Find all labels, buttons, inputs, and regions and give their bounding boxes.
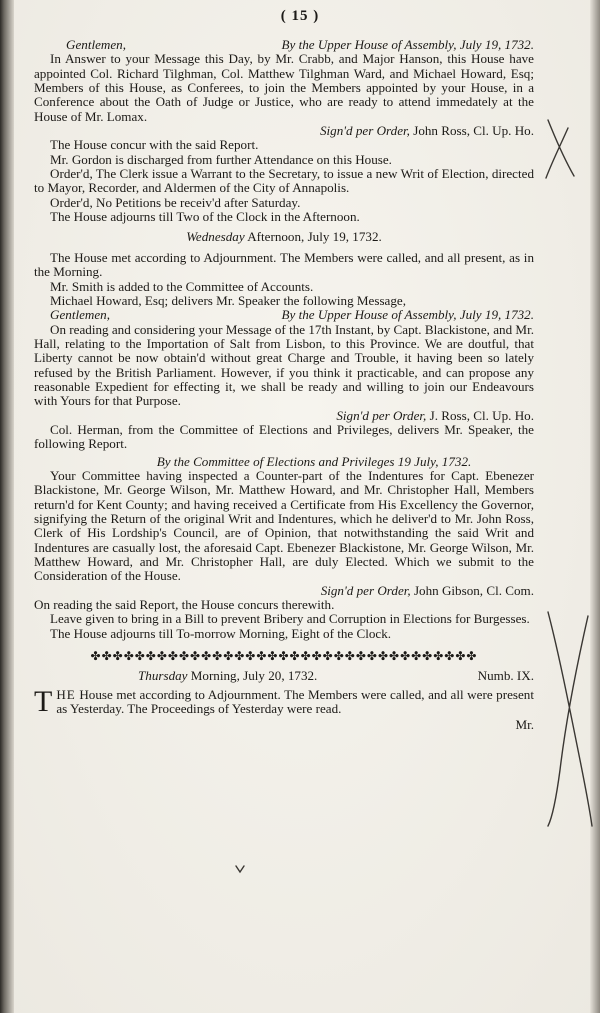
message-heading — [34, 38, 534, 52]
signature-label: Sign'd per Order, — [336, 407, 427, 423]
paragraph: Leave given to bring in a Bill to prevent Bribery and Corruption in Elections for Burgesses. — [50, 611, 530, 627]
session-heading — [34, 230, 534, 244]
signature-line — [34, 124, 534, 138]
paragraph: Mr. Gordon is discharged from further Attendance on this House. — [50, 151, 392, 167]
paragraph: The House concur with the said Report. — [50, 137, 259, 153]
catchword: Mr. — [515, 717, 534, 733]
signature-line — [34, 409, 534, 423]
margin-mark-upper — [546, 120, 574, 178]
session-time: Afternoon, July 19, 1732. — [244, 229, 382, 245]
paragraph: On reading and considering your Message of the 17th Instant, by Capt. Blackistone, and Mr. Hall, relating to the Importation of Salt from Lisbon, to this Province. We are doutful, that Liberty cannot be now obtain'd without great Charge and Trouble, it having been so lately refused by the British Parliament. However, if you think it practicable, and can propose any reasonable Expedient for effecting it, we shall be ready and willing to join our Endeavours with Yours for that Purpose. — [34, 321, 534, 409]
paragraph: The House adjourns till To-morrow Morning, Eight of the Clock. — [50, 625, 392, 641]
signature-label: Sign'd per Order, — [319, 123, 410, 139]
signature-name: John Ross, Cl. Up. Ho. — [413, 123, 534, 139]
session-day: Thursday — [138, 668, 188, 684]
salutation: Gentlemen, — [50, 307, 110, 323]
dropcap-caps: HE — [56, 686, 76, 702]
paragraph: The House met according to Adjournment. The Members were called, and all present, as in the Morning. — [34, 249, 534, 280]
journal-text — [34, 38, 534, 733]
paragraph: The House adjourns till Two of the Clock in the Afternoon. — [50, 209, 360, 225]
message-source: By the Upper House of Assembly, July 19, 1732. — [281, 37, 534, 52]
paragraph: In Answer to your Message this Day, by Mr. Crabb, and Major Hanson, this House have appointed Col. Richard Tilghman, Col. Matthew Tilghman Ward, and Michael Howard, Esq; Members of this House, as Conferees, to join the Members appointed by your House, in a Conference about the Oath of Judge or Justice, who are ready to attend immedately at the House of Mr. Lomax. — [34, 51, 534, 124]
signature-label: Sign'd per Order, — [320, 582, 411, 598]
message-source: By the Upper House of Assembly, July 19, 1732. — [281, 307, 534, 323]
message-heading — [34, 308, 534, 322]
binding-gutter — [0, 0, 14, 1013]
paragraph: Your Committee having inspected a Counter-part of the Indentures for Capt. Ebenezer Blackistone, Mr. George Wilson, Mr. Matthew Howard, and Mr. Christopher Hall, Members return'd for Kent County; and having received a Certificate from His Excellency the Governor, signifying the Return of the original Writ and Indentures, which he deliver'd to Mr. John Ross, Clerk of His Lordship's Council, are of Opinion, that notwithstanding the said Writ and Indentures are casually lost, the aforesaid Capt. Ebenezer Blackistone, Mr. George Wilson, Mr. Matthew Howard, and Mr. Christopher Hall, are duly Elected. Which we submit to the Consideration of the House. — [34, 467, 534, 584]
committee-heading-text: By the Committee of Elections and Privileges 19 July, 1732. — [156, 453, 472, 469]
salutation: Gentlemen, — [66, 37, 126, 52]
page-number: ( 15 ) — [280, 8, 320, 24]
signature-line — [34, 584, 534, 598]
session-day: Wednesday — [186, 229, 245, 245]
paragraph: On reading the said Report, the House concurs therewith. — [34, 597, 335, 613]
session-time: Morning, July 20, 1732. — [187, 668, 318, 684]
session-heading — [34, 669, 534, 683]
committee-heading — [34, 455, 534, 469]
ornament-rule: ✤✤✤✤✤✤✤✤✤✤✤✤✤✤✤✤✤✤✤✤✤✤✤✤✤✤✤✤✤✤✤✤✤✤✤ — [90, 649, 478, 664]
paragraph: Order'd, No Petitions be receiv'd after Saturday. — [50, 194, 301, 210]
paragraph: Col. Herman, from the Committee of Elections and Privileges, delivers Mr. Speaker, the following Report. — [34, 421, 534, 452]
signature-name: John Gibson, Cl. Com. — [413, 582, 534, 598]
paragraph: Mr. Smith is added to the Committee of Accounts. — [50, 278, 314, 294]
inline-insertion-mark — [236, 866, 244, 872]
paragraph: Michael Howard, Esq; delivers Mr. Speaker the following Message, — [50, 292, 406, 308]
page-edge — [590, 0, 600, 1013]
paragraph: Order'd, The Clerk issue a Warrant to the Secretary, to issue a new Writ of Election, directed to Mayor, Recorder, and Aldermen of the City of Annapolis. — [34, 166, 534, 196]
drop-cap: T — [34, 684, 53, 718]
journal-number: Numb. IX. — [477, 668, 534, 684]
paragraph-dropcap — [34, 684, 534, 718]
paragraph-text: House met according to Adjournment. The Members were called, and all were present as Yesterday. The Proceedings of Yesterday were read. — [56, 686, 534, 717]
signature-name: J. Ross, Cl. Up. Ho. — [429, 407, 534, 423]
margin-mark-lower — [548, 612, 592, 826]
